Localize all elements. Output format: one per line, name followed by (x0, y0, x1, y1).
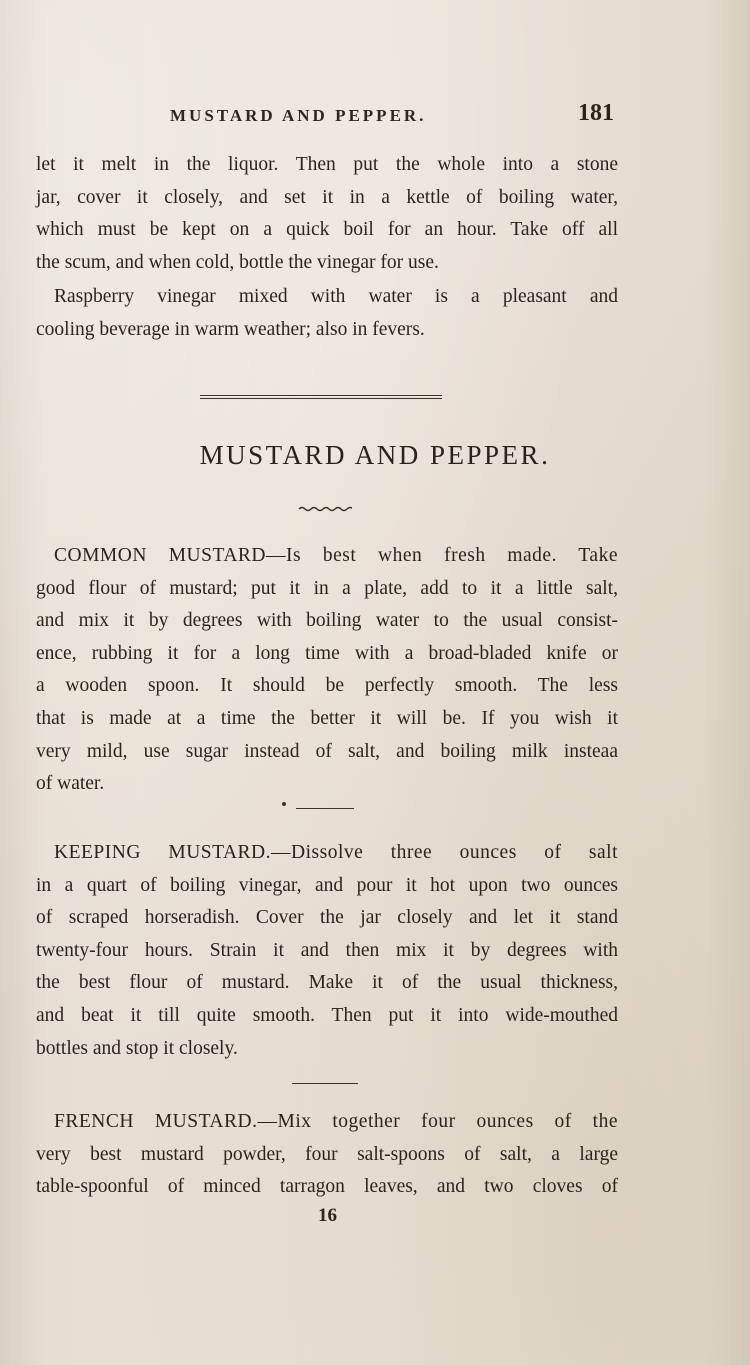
text-line: bottles and stop it closely. (36, 1037, 238, 1059)
recipe-heading-line: KEEPING MUSTARD.—Dissolve three ounces of salt (54, 842, 618, 863)
text-line: very best mustard powder, four salt-spoons of salt, a large (36, 1143, 618, 1165)
raspberry-paragraph (36, 281, 618, 346)
text-line: a wooden spoon. It should be perfectly smooth. The less (36, 675, 618, 697)
ornament-dot (282, 802, 286, 806)
text-line: Raspberry vinegar mixed with water is a pleasant and (54, 286, 618, 307)
text-line: let it melt in the liquor. Then put the whole into a stone (36, 154, 618, 175)
text-line: the best flour of mustard. Make it of the usual thickness, (36, 972, 618, 994)
recipe-keeping-mustard (36, 837, 618, 1065)
recipe-heading-line: FRENCH MUSTARD.—Mix together four ounces of the (54, 1111, 618, 1132)
ornament-squiggle (298, 505, 352, 513)
running-head (0, 100, 750, 134)
text-line: and beat it till quite smooth. Then put it into wide-mouthed (36, 1004, 618, 1026)
text-line: cooling beverage in warm weather; also in fevers. (36, 318, 425, 340)
text-line: which must be kept on a quick boil for an hour. Take off all (36, 219, 618, 241)
text-line: that is made at a time the better it will be. If you wish it (36, 707, 618, 729)
text-line: of scraped horseradish. Cover the jar closely and let it stand (36, 907, 618, 929)
page-number: 181 (578, 100, 614, 126)
recipe-divider (296, 808, 354, 809)
text-line: ence, rubbing it for a long time with a broad-bladed knife or (36, 642, 618, 664)
recipe-divider (292, 1083, 358, 1084)
recipe-heading-line: COMMON MUSTARD—Is best when fresh made. Take (54, 545, 618, 566)
running-title: MUSTARD AND PEPPER. (170, 106, 427, 125)
recipe-french-mustard (36, 1106, 618, 1204)
text-line: very mild, use sugar instead of salt, and boiling milk insteaa (36, 740, 618, 762)
text-line: the scum, and when cold, bottle the vinegar for use. (36, 251, 439, 273)
text-line: in a quart of boiling vinegar, and pour it hot upon two ounces (36, 874, 618, 896)
section-divider (200, 395, 442, 399)
continuation-paragraph (36, 149, 618, 279)
section-title: MUSTARD AND PEPPER. (199, 440, 551, 470)
signature-mark: 16 (318, 1205, 337, 1226)
recipe-common-mustard (36, 540, 618, 801)
text-line: table-spoonful of minced tarragon leaves, and two cloves of (36, 1176, 618, 1198)
text-line: twenty-four hours. Strain it and then mix it by degrees with (36, 939, 618, 961)
text-line: good flour of mustard; put it in a plate, add to it a little salt, (36, 577, 618, 599)
text-line: jar, cover it closely, and set it in a kettle of boiling water, (36, 186, 618, 208)
text-line: of water. (36, 773, 105, 795)
text-line: and mix it by degrees with boiling water to the usual consist- (36, 610, 618, 632)
